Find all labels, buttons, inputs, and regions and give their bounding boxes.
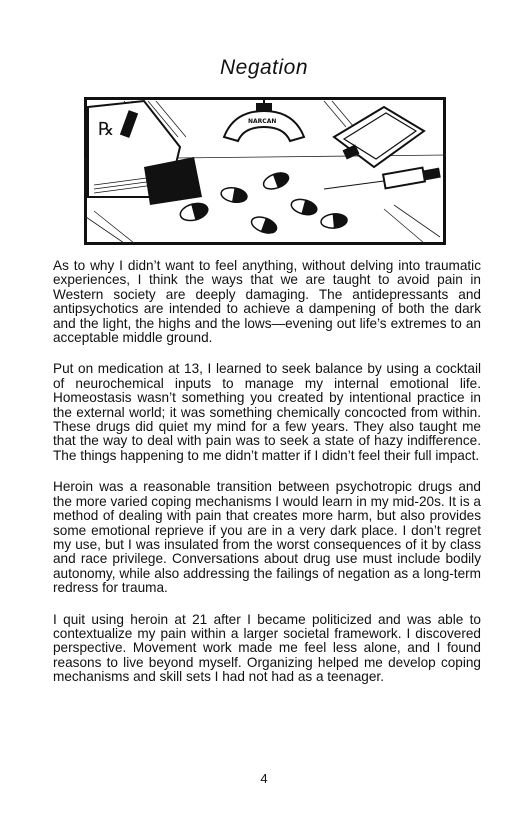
body-text xyxy=(53,259,481,702)
narcan-label: NARCAN xyxy=(248,118,277,125)
paragraph: I quit using heroin at 21 after I became politicized and was able to contextualize my pain within a larger societal framework. I discovered perspective. Movement work made me feel less alone, and I found reasons to live beyond myself. Organizing helped me develop coping mechanisms and skill sets I had not had as a teenager. xyxy=(53,611,481,685)
page-title: Negation xyxy=(219,56,309,79)
paragraph: As to why I didn’t want to feel anything, without delving into traumatic experiences, I think the ways that we are taught to avoid pain in Western society are deeply damaging. The antidepressants and antipsychotics are intended to achieve a dampening of both the dark and the light, the highs and the lows—evening out life’s extremes to an acceptable middle ground. xyxy=(53,258,481,346)
paragraph: Heroin was a reasonable transition between psychotropic drugs and the more varied coping mechanisms I would learn in my mid-20s. It is a method of dealing with pain that creates more harm, but also provides some emotional reprieve if you are in a very dark place. I don’t regret my use, but I was insulated from the worst consequences of it by class and race privilege. Conversations about drug use must include bodily autonomy, while also addressing the failings of negation as a long-term redress for trauma. xyxy=(53,479,481,596)
page-number: 4 xyxy=(260,771,268,786)
svg-text:℞: ℞ xyxy=(98,119,115,140)
pills-and-syringe-illustration xyxy=(84,97,446,245)
paragraph: Put on medication at 13, I learned to seek balance by using a cocktail of neurochemical inputs to manage my internal emotional life. Homeostasis wasn’t something you created by intentional practice in the external world; it was something chemically concocted from within. These drugs did quiet my mind for a few years. They also taught me that the way to deal with pain was to seek a state of hazy indifference. The things happening to me didn’t matter if I didn’t feel their full impact. xyxy=(53,361,481,463)
